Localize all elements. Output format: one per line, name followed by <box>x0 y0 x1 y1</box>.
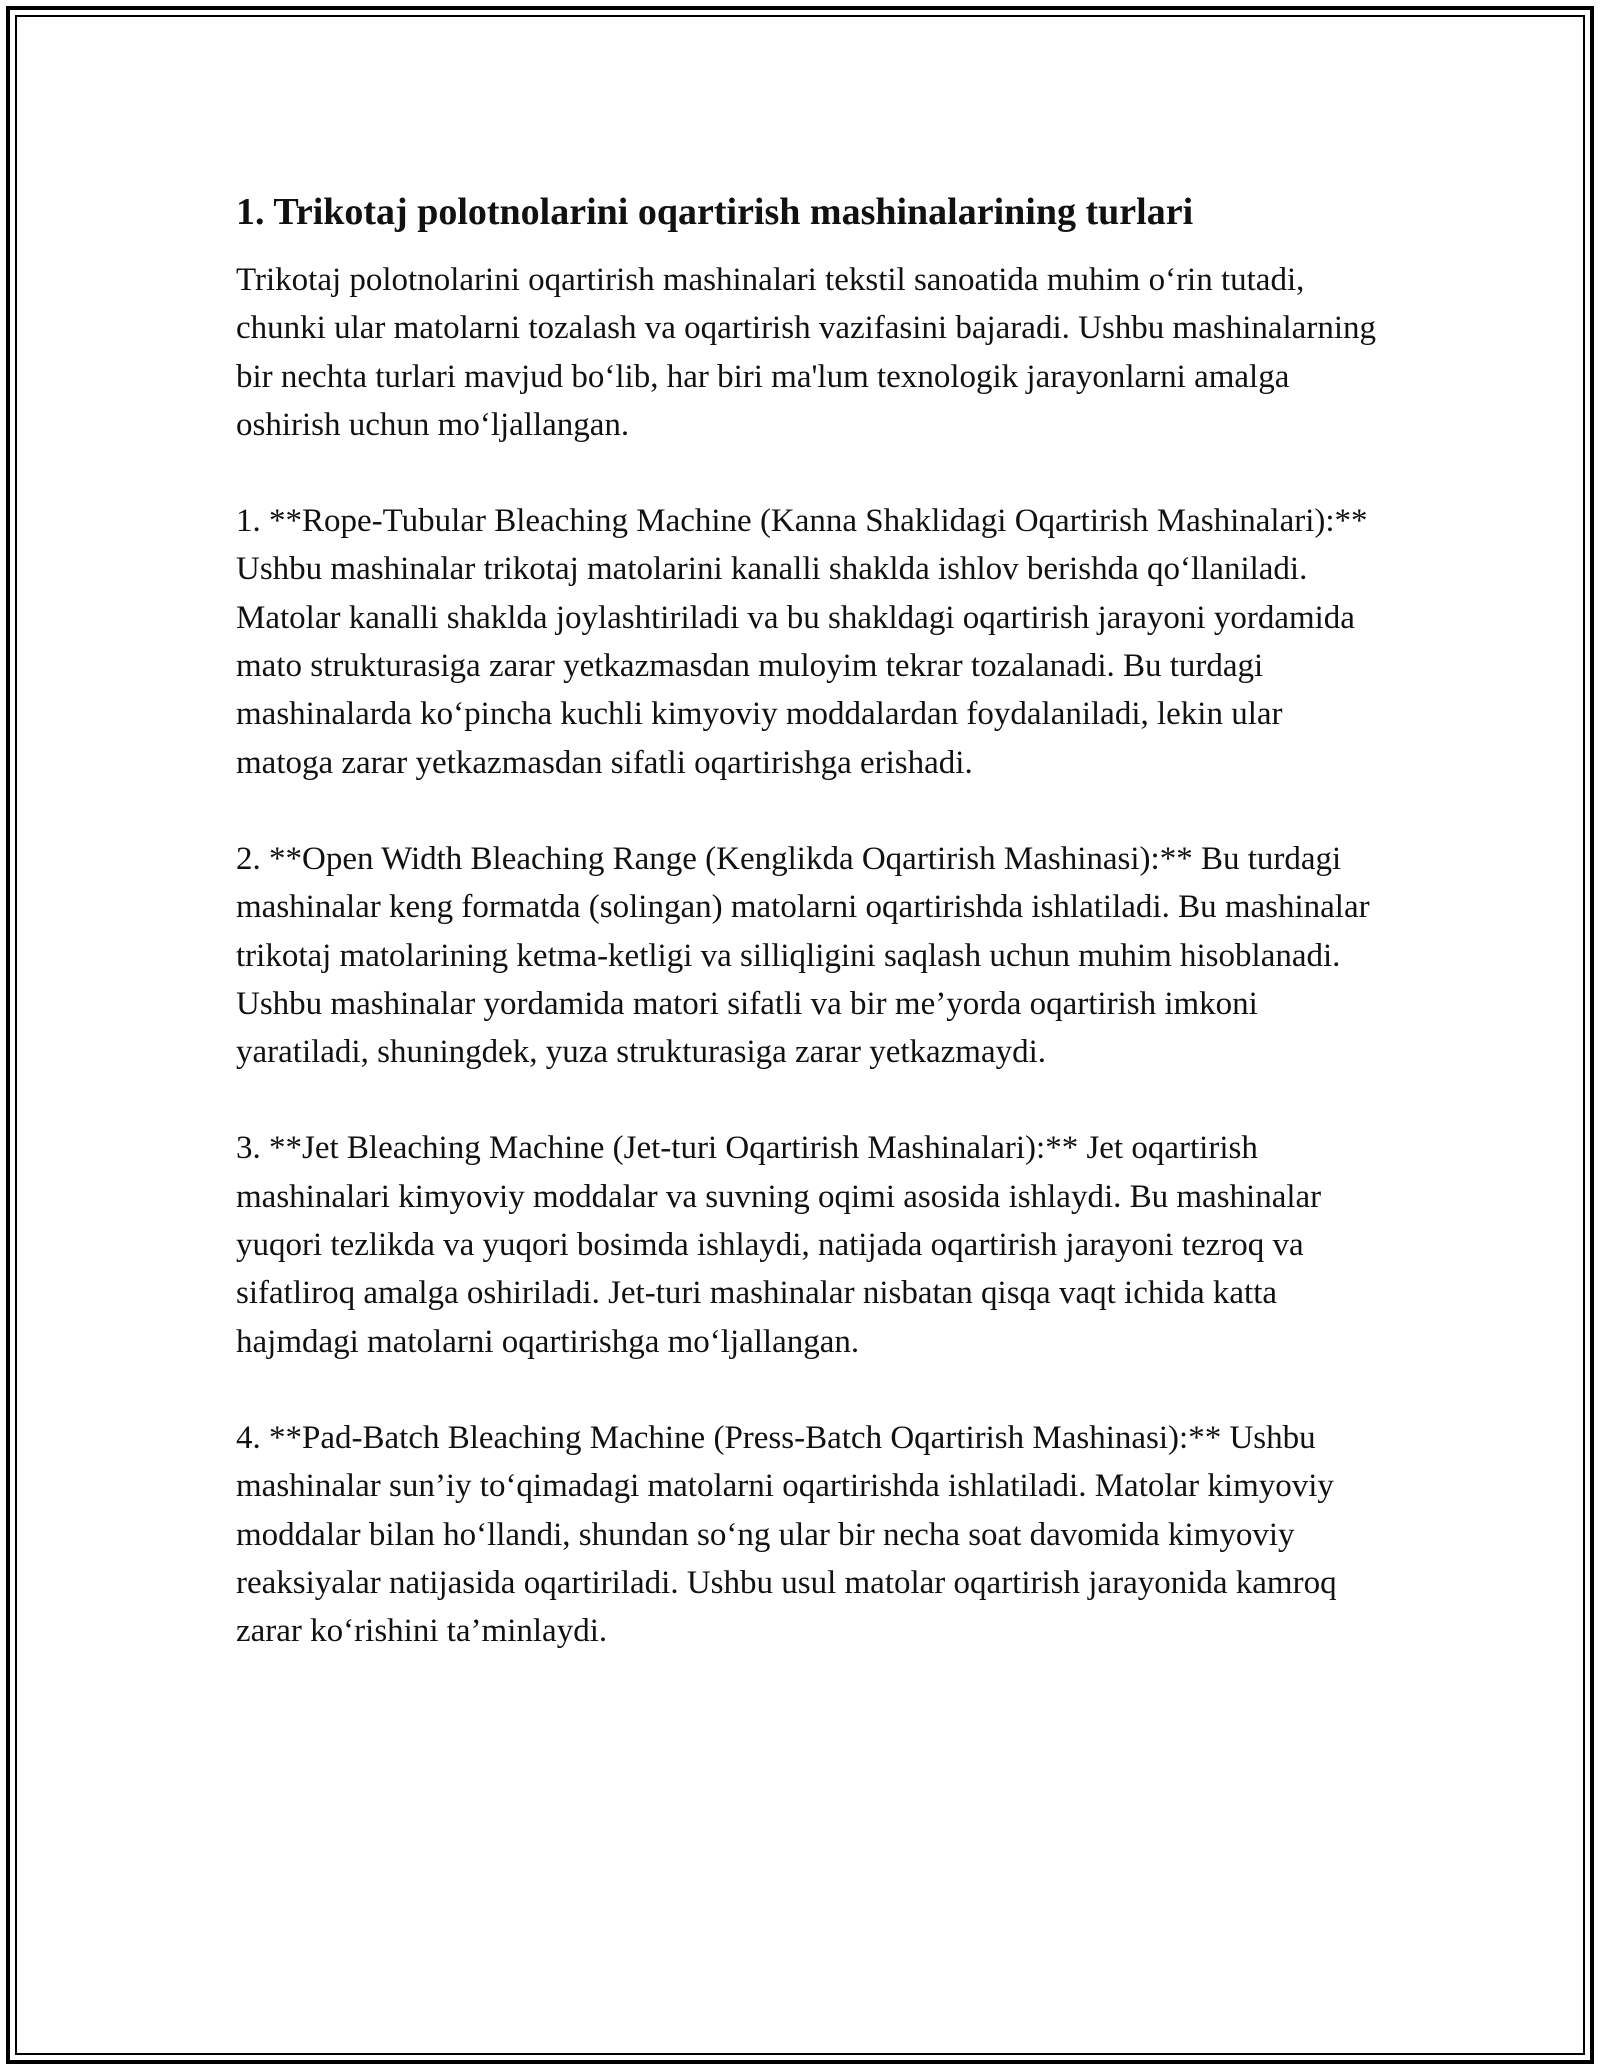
paragraph-jet: 3. **Jet Bleaching Machine (Jet-turi Oqartirish Mashinalari):** Jet oqartirish mashinalari kimyoviy moddalar va suvning oqimi asosida ishlaydi. Bu mashinalar yuqori tezlikda va yuqori bosimda ishlaydi, natijada oqartirish jarayoni tezroq va sifatliroq amalga oshiriladi. Jet-turi mashinalar nisbatan qisqa vaqt ichida katta hajmdagi matolarni oqartirishga mo‘ljallangan. <box>236 1130 1322 1360</box>
section-heading: 1. Trikotaj polotnolarini oqartirish mashinalarining turlari <box>236 191 1194 233</box>
document-body <box>236 186 1376 1655</box>
paragraph-open-width: 2. **Open Width Bleaching Range (Kenglikda Oqartirish Mashinasi):** Bu turdagi mashinalar keng formatda (solingan) matolarni oqartirishda ishlatiladi. Bu mashinalar trikotaj matolarining ketma-ketligi va silliqligini saqlash uchun muhim hisoblanadi. Ushbu mashinalar yordamida matori sifatli va bir me’yorda oqartirish imkoni yaratiladi, shuningdek, yuza strukturasiga zarar yetkazmaydi. <box>236 840 1370 1071</box>
paragraph-pad-batch: 4. **Pad-Batch Bleaching Machine (Press-Batch Oqartirish Mashinasi):** Ushbu mashinalar sun’iy to‘qimadagi matolarni oqartirishda ishlatiladi. Matolar kimyoviy moddalar bilan ho‘llandi, shundan so‘ng ular bir necha soat davomida kimyoviy reaksiyalar natijasida oqartiriladi. Ushbu usul matolar oqartirish jarayonida kamroq zarar ko‘rishini ta’minlaydi. <box>236 1419 1337 1650</box>
intro-paragraph: Trikotaj polotnolarini oqartirish mashinalari tekstil sanoatida muhim o‘rin tutadi, chunki ular matolarni tozalash va oqartirish vazifasini bajaradi. Ushbu mashinalarning bir nechta turlari mavjud bo‘lib, har biri ma'lum texnologik jarayonlarni amalga oshirish uchun mo‘ljallangan. <box>236 262 1376 443</box>
paragraph-rope-tubular: 1. **Rope-Tubular Bleaching Machine (Kanna Shaklidagi Oqartirish Mashinalari):** Ushbu mashinalar trikotaj matolarini kanalli shaklda ishlov berishda qo‘llaniladi. Matolar kanalli shaklda joylashtiriladi va bu shakldagi oqartirish jarayoni yordamida mato strukturasiga zarar yetkazmasdan muloyim tekrar tozalanadi. Bu turdagi mashinalarda ko‘pincha kuchli kimyoviy moddalardan foydalaniladi, lekin ular matoga zarar yetkazmasdan sifatli oqartirishga erishadi. <box>236 503 1368 781</box>
